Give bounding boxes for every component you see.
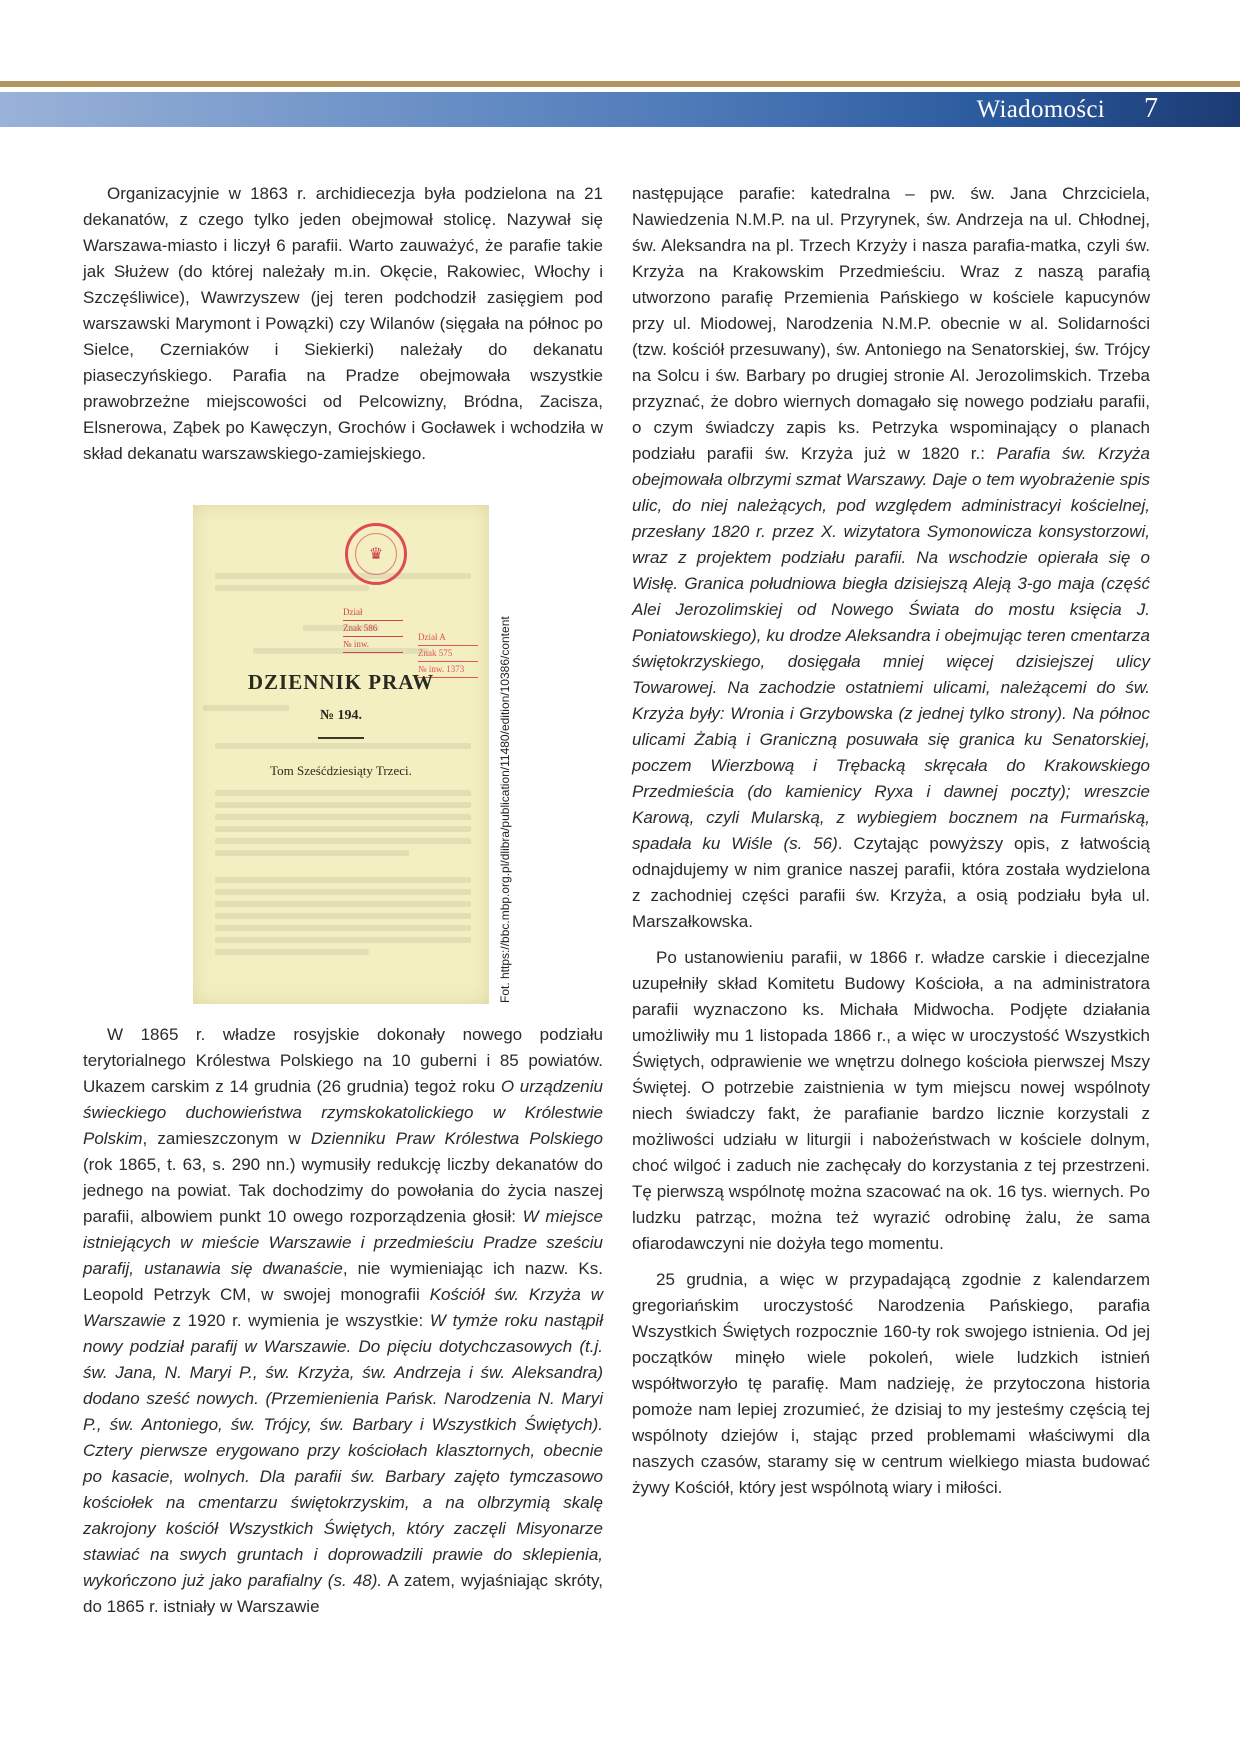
faint-text-line xyxy=(215,889,471,895)
scan-number: № 194. xyxy=(319,708,363,723)
paragraph: Po ustanowieniu parafii, w 1866 r. władze carskie i diecezjalne uzupełniły skład Komitetu Budowy Kościoła, a na administratora parafii wyznaczono ks. Michała Midwocha. Podjęte działania umożliwiły mu 1 listopada 1866 r., a więc w uroczystość Wszystkich Świętych, odprawienie we wnętrzu dolnego kościoła pierwszej Mszy Świętej. O potrzebie zaistnienia w tym miejscu nowej wspólnoty niech świadczy fakt, że parafianie bardzo licznie korzystali z możliwości udziału w liturgii i nabożeństwach w kościele dolnym, choć wilgoć i zaduch nie zachęcały do korzystania z tej przestrzeni. Tę pierwszą wspólnotę można szacować na ok. 16 tys. wiernych. Po ludzku patrząc, można też wyrazić odrobinę żalu, że sama ofiarodawczyni nie dożyła tego momentu. xyxy=(632,948,1150,1253)
faint-text-line xyxy=(215,790,471,796)
paragraph: 25 grudnia, a więc w przypadającą zgodnie z kalendarzem gregoriańskim uroczystość Narodzenia Pańskiego, parafia Wszystkich Świętych rozpocznie 160-ty rok swojego istnienia. Od jej początków minęło wiele pokoleń, wiele ludzkich istnień współtworzyło tę parafię. Mam nadzieję, że przytoczona historia pomoże nam lepiej zrozumieć, że dzisiaj to my jesteśmy częścią tej wspólnoty dziejów i, stając przed problemami właściwymi dla naszych czasów, staramy się w centrum wielkiego miasta budować żywy Kościół, który jest wspólnotą wiary i miłości. xyxy=(632,1270,1150,1497)
faint-text-line xyxy=(215,949,369,955)
faint-text-line xyxy=(215,826,471,832)
faint-text-line xyxy=(215,877,471,883)
faint-text-line xyxy=(215,901,471,907)
paragraph: następujące parafie: katedralna – pw. św. Jana Chrzciciela, Nawiedzenia N.M.P. na ul. Przyrynek, św. Andrzeja na ul. Chłodnej, św. Aleksandra na pl. Trzech Krzyży i nasza parafia-matka, czyli św. Krzyża na Krakowskim Przedmieściu. Wraz z naszą parafią utworzono parafię Przemienia Pańskiego w kościele kapucynów przy ul. Miodowej, Narodzenia N.M.P. obecnie w al. Solidarności (tzw. kościół przesuwany), św. Antoniego na Senatorskiej, św. Trójcy na Solcu i św. Barbary po drugiej stronie Al. Jerozolimskich. Trzeba przyznać, że dobro wiernych domagało się nowego podziału parafii, o czym świadczy zapis ks. Petrzyka wspominający o planach podziału parafii św. Krzyża już w 1820 r.: Parafia św. Krzyża obejmowała olbrzymi szmat Warszawy. Daje o tem wyobrażenie spis ulic, do niej należących, pod względem administracyi kościelnej, przesłany 1820 r. przez X. wizytatora Symonowicza konsystorzowi, wraz z projektem podziału parafii. Na wschodzie opierała się o Wisłę. Granica południowa biegła dzisiejszą Aleją 3-go maja (część Alei Jerozolimskiej od Nowego Świata do mostu księcia J. Poniatowskiego), ku drodze Aleksandra i obejmując teren cmentarza świętokrzyskiego, dosięgała mniej więcej dzisiejszej ulicy Towarowej. Na zachodzie ostatniemi ulicami, należącemi do św. Krzyża były: Wronia i Grzybowska (z jednej tylko strony). Na północ ulicami Żabią i Graniczną posuwała się granica ku Senatorskiej, poczem Wierzbową i Trębacką skręcała do Krakowskiego Przedmieścia (do kamienicy Ryxa i dawnej poczty); wreszcie Karową, czyli Mularską, z wybiegiem bocznem na Furmańską, spadała ku Wiśle (s. 56). Czytając powyższy opis, z łatwością odnajdujemy w nim granice naszej parafii, która została wydzielona z zachodniej części parafii św. Krzyża, a osią podziału była ul. Marszałkowska. xyxy=(632,184,1150,931)
library-stamp-1: Dział Znak 586 № inw. xyxy=(343,605,403,653)
faint-text-line xyxy=(215,802,471,808)
scan-divider xyxy=(318,737,364,739)
faint-text-line xyxy=(215,850,409,856)
red-seal-stamp xyxy=(345,523,407,585)
section-title: Wiadomości xyxy=(976,96,1105,123)
faint-text-line xyxy=(215,814,471,820)
faint-text-line xyxy=(215,925,471,931)
faint-text-line xyxy=(215,743,471,749)
faint-text-line xyxy=(215,937,471,943)
scan-subtitle: Tom Sześćdziesiąty Trzeci. xyxy=(270,763,412,778)
faint-text-line xyxy=(203,705,289,711)
left-column-top xyxy=(83,181,603,477)
paragraph: W 1865 r. władze rosyjskie dokonały nowego podziału terytorialnego Królestwa Polskiego na 10 guberni i 85 powiatów. Ukazem carskim z 14 grudnia (26 grudnia) tegoż roku O urządzeniu świeckiego duchowieństwa rzymskokatolickiego w Królestwie Polskim, zamieszczonym w Dzienniku Praw Królestwa Polskiego (rok 1865, t. 63, s. 290 nn.) wymusiły redukcję liczby dekanatów do jednego na powiat. Tak dochodzimy do powołania do życia naszej parafii, albowiem punkt 10 owego rozporządzenia głosił: W miejsce istniejących w mieście Warszawie i przedmieściu Pradze sześciu parafij, ustanawia się dwanaście, nie wymieniając ich nazw. Ks. Leopold Petrzyk CM, w swojej monografii Kościół św. Krzyża w Warszawie z 1920 r. wymienia je wszystkie: W tymże roku nastąpił nowy podział parafij w Warszawie. Do pięciu dotychczasowych (t.j. św. Jana, N. Maryi P., św. Krzyża, św. Andrzeja i św. Aleksandra) dodano sześć nowych. (Przemienienia Pańsk. Narodzenia N. Maryi P., św. Antoniego, św. Trójcy, św. Barbary i Wszystkich Świętych). Cztery pierwsze erygowano przy kościołach klasztornych, obecnie po kasacie, wolnych. Dla parafii św. Barbary zajęto tymczasowo kościołek na cmentarzu świętokrzyskim, a na olbrzymią skalę zakrojony kościół Wszystkich Świętych, który zaczęli Misyonarze stawiać na swych gruntach i doprowadzili prawie do sklepienia, wykończono już jako parafialny (s. 48). A zatem, wyjaśniając skróty, do 1865 r. istniały w Warszawie xyxy=(83,1025,604,1616)
right-column xyxy=(632,181,1150,1511)
photo-credit: Fot. https://bbc.mbp.org.pl/dlibra/publication/11480/edition/10386/content xyxy=(498,616,512,1003)
header-gold-rule xyxy=(0,81,1240,87)
library-stamp-2: Dział A Znak 575 № inw. 1373 xyxy=(418,630,478,678)
faint-text-line xyxy=(215,913,471,919)
faint-text-line xyxy=(215,573,471,579)
paragraph: Organizacyjnie w 1863 r. archidiecezja była podzielona na 21 dekanatów, z czego tylko jeden obejmował stolicę. Nazywał się Warszawa-miasto i liczył 6 parafii. Warto zauważyć, że parafie takie jak Służew (do której należały m.in. Okęcie, Rakowiec, Włochy i Szczęśliwice), Wawrzyszew (jej teren podchodził zasięgiem pod warszawski Marymont i Powązki) czy Wilanów (sięgała na północ po Sielce, Czerniaków i Siekierki) należały do dekanatu piaseczyńskiego. Parafia na Pradze obejmowała wszystkie prawobrzeżne miejscowości od Pelcowizny, Bródna, Zacisza, Elsnerowa, Ząbek po Kawęczyn, Grochów i Gocławek i wchodziła w skład dekanatu warszawskiego-zamiejskiego. xyxy=(83,184,603,463)
scanned-document-image xyxy=(193,505,489,1004)
faint-text-line xyxy=(215,838,471,844)
faint-text-line xyxy=(215,585,369,591)
eagle-icon: ♛ xyxy=(355,533,397,575)
scan-title: DZIENNIK PRAW xyxy=(247,670,435,694)
left-column-bottom xyxy=(83,1022,603,1630)
page-number: 7 xyxy=(1144,93,1158,124)
